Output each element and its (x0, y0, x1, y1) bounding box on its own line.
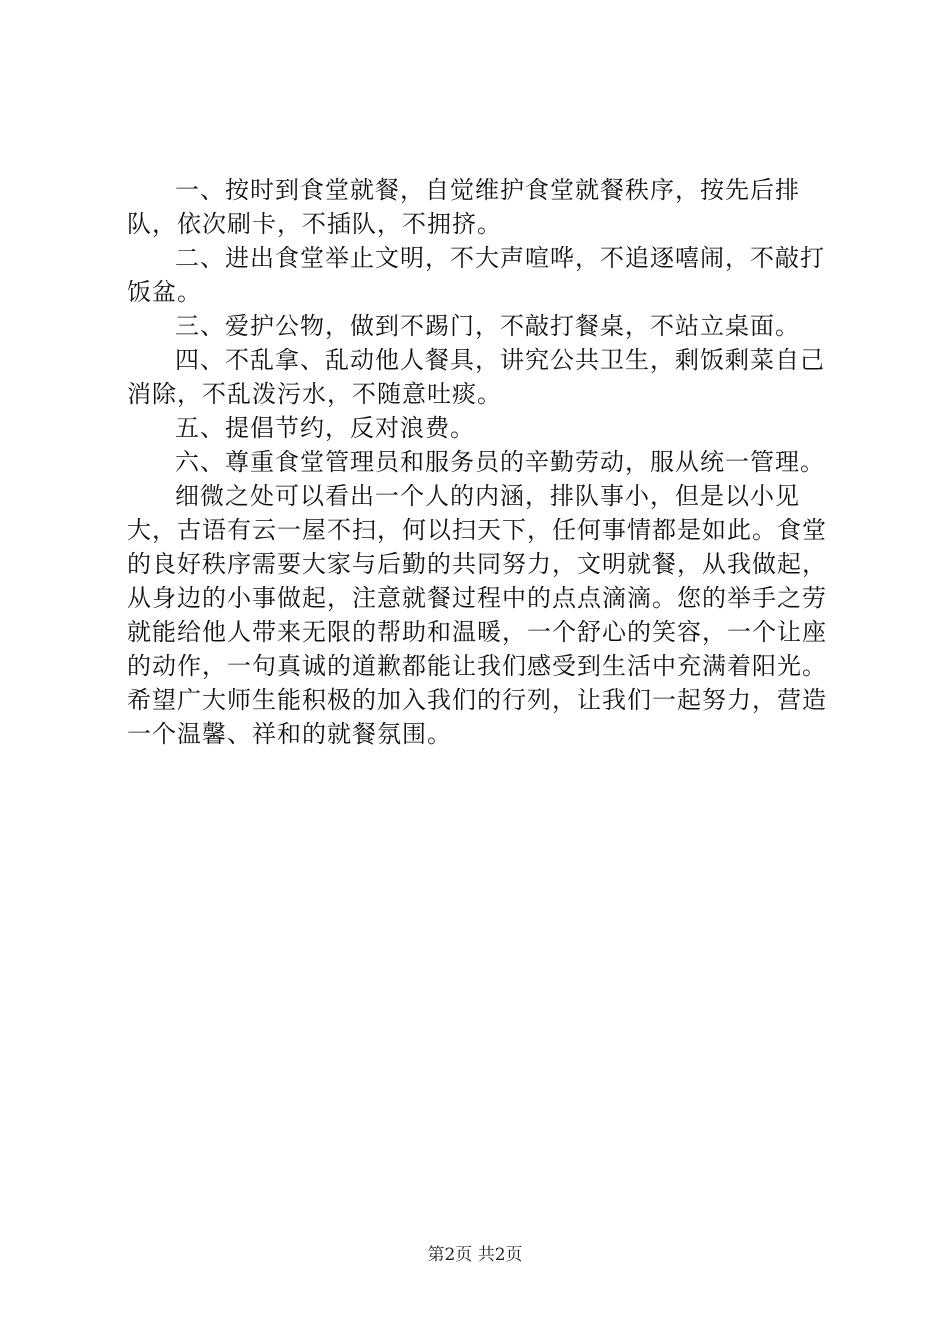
rule-item: 五、提倡节约，反对浪费。 (175, 414, 475, 442)
rule-item: 四、不乱拿、乱动他人餐具，讲究公共卫生，剩饭剩菜自己消除，不乱泼污水，不随意吐痰。 (127, 346, 825, 408)
closing-paragraph: 细微之处可以看出一个人的内涵，排队事小，但是以小见大，古语有云一屋不扫，何以扫天下，任何事情都是如此。食堂的良好秩序需要大家与后勤的共同努力，文明就餐，从我做起，从身边的小事做起，注意就餐过程中的点点滴滴。您的举手之劳就能给他人带来无限的帮助和温暖，一个舒心的笑容，一个让座的动作，一句真诚的道歉都能让我们感受到生活中充满着阳光。希望广大师生能积极的加入我们的行列，让我们一起努力，营造一个温馨、祥和的就餐氛围。 (127, 482, 827, 748)
rules-list (127, 173, 847, 479)
rule-item: 三、爱护公物，做到不踢门，不敲打餐桌，不站立桌面。 (175, 312, 800, 340)
page-footer: 第2页 共2页 (427, 1245, 523, 1265)
rule-item: 二、进出食堂举止文明，不大声喧哗，不追逐嘻闹，不敲打饭盆。 (127, 244, 825, 306)
rule-item: 一、按时到食堂就餐，自觉维护食堂就餐秩序，按先后排队，依次刷卡，不插队，不拥挤。 (127, 176, 800, 238)
rule-item: 六、尊重食堂管理员和服务员的辛勤劳动，服从统一管理。 (175, 448, 825, 476)
